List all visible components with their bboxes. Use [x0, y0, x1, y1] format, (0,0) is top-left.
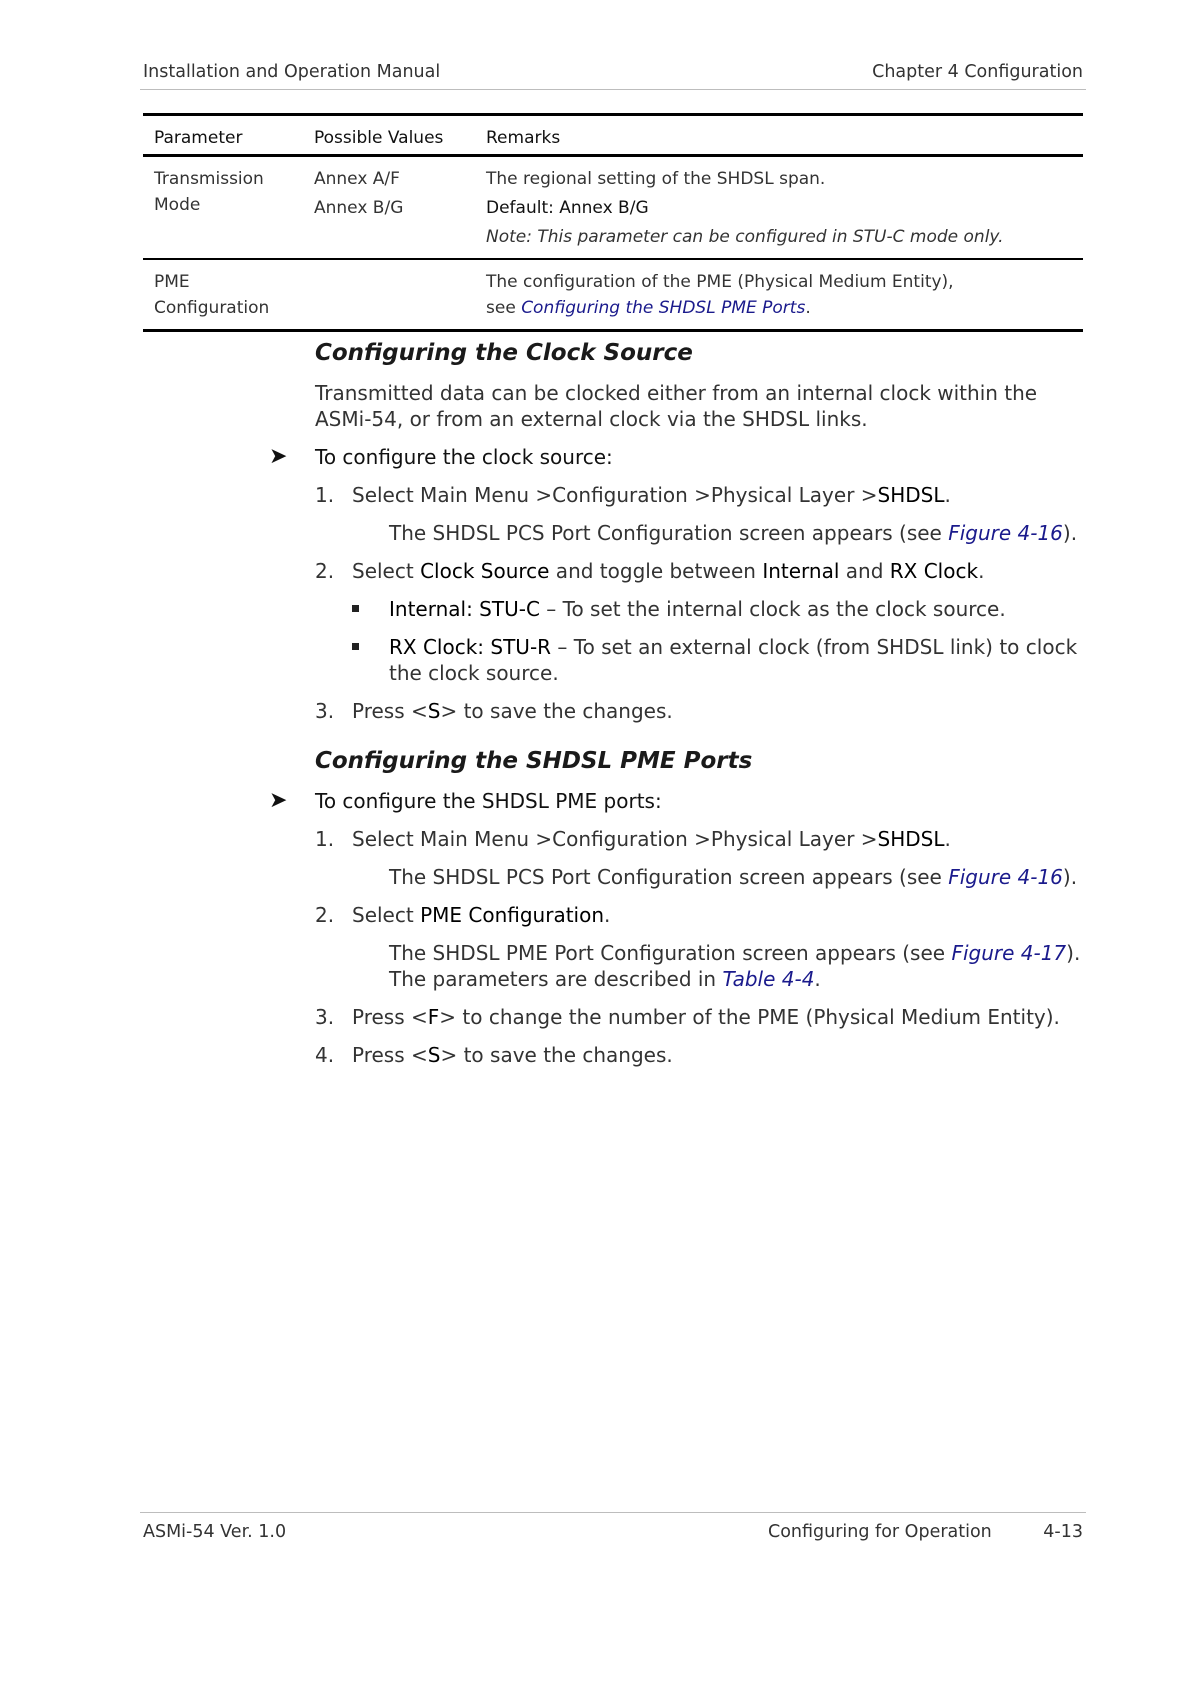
remark-note: Note: This parameter can be configured in STU-C mode only. [486, 227, 1004, 247]
bullet-square-icon [352, 605, 359, 612]
remark-text: The configuration of the PME (Physical Medium Entity), [486, 272, 954, 292]
step-text: Select Main Menu >Configuration >Physical Layer > [352, 483, 878, 507]
menu-item-shdsl: SHDSL [877, 483, 945, 507]
header-title: Installation and Operation Manual [143, 62, 441, 82]
step-item [315, 558, 1095, 584]
period: . [944, 827, 951, 851]
result-text: The SHDSL PCS Port Configuration screen appears (see [389, 865, 949, 889]
header-rule [140, 89, 1086, 90]
section-title-pme-ports: Configuring the SHDSL PME Ports [315, 748, 753, 774]
step-number: 2. [315, 903, 335, 927]
main-content [269, 340, 1095, 1080]
field-pme-configuration: PME Configuration [420, 903, 605, 927]
step-text: Select Main Menu >Configuration >Physical Layer > [352, 827, 878, 851]
step-result [315, 864, 1095, 890]
parameter-table [143, 113, 1083, 332]
step-text: Select [352, 903, 421, 927]
step-number: 3. [315, 699, 335, 723]
result-text: ). The parameters are described in [389, 941, 1081, 991]
result-text: The SHDSL PME Port Configuration screen appears (see [389, 941, 952, 965]
step-text: Press < [352, 1005, 428, 1029]
step-item [315, 1004, 1095, 1030]
step-item [315, 482, 1095, 508]
period: . [805, 298, 811, 318]
arrow-icon: ➤ [269, 444, 288, 469]
bullet-text: – To set an external clock (from SHDSL link) to clock the clock source. [389, 635, 1078, 685]
bullet-item [315, 634, 1095, 686]
section-title-clock-source: Configuring the Clock Source [315, 340, 693, 366]
step-number: 3. [315, 1005, 335, 1029]
step-number: 2. [315, 559, 335, 583]
step-text: and toggle between [549, 559, 763, 583]
key-name: S [427, 699, 441, 723]
step-text: and [839, 559, 890, 583]
param-cell: Transmission Mode [154, 169, 264, 215]
default-value: Default: Annex B/G [486, 198, 649, 218]
step-result [315, 940, 1095, 992]
step-text: Press < [352, 699, 428, 723]
period: . [604, 903, 611, 927]
procedure-heading [269, 788, 1095, 814]
see-text: see [486, 298, 522, 318]
step-number: 1. [315, 827, 335, 851]
figure-link[interactable]: Figure 4-16 [948, 865, 1063, 889]
result-text: The SHDSL PCS Port Configuration screen appears (see [389, 521, 949, 545]
bullet-term: Internal: STU-C [389, 597, 540, 621]
step-item [315, 902, 1095, 928]
value-option: Annex A/F [314, 169, 400, 189]
procedure-heading [269, 444, 1095, 470]
table-header-row [143, 115, 1083, 156]
bullet-text: – To set the internal clock as the clock source. [539, 597, 1006, 621]
page-number: 4-13 [1043, 1522, 1083, 1542]
remarks-cell [475, 259, 1083, 331]
result-end: . [814, 967, 821, 991]
procedure-label: To configure the clock source: [315, 445, 613, 469]
key-name: F [427, 1005, 440, 1029]
footer-rule [140, 1512, 1086, 1513]
step-result [315, 520, 1095, 546]
pme-ports-link[interactable]: Configuring the SHDSL PME Ports [521, 298, 806, 318]
option-internal: Internal [762, 559, 840, 583]
intro-paragraph: Transmitted data can be clocked either from an internal clock within the ASMi-54, or from an external clock via the SHDSL links. [315, 381, 1038, 431]
period: . [978, 559, 985, 583]
key-name: S [427, 1043, 441, 1067]
procedure-label: To configure the SHDSL PME ports: [315, 789, 662, 813]
figure-link[interactable]: Figure 4-16 [948, 521, 1063, 545]
remarks-cell [475, 156, 1083, 260]
field-clock-source: Clock Source [420, 559, 550, 583]
remark-see [486, 295, 1072, 321]
column-header-values: Possible Values [314, 128, 444, 148]
remark-text: The regional setting of the SHDSL span. [486, 169, 826, 189]
table-row [143, 259, 1083, 331]
result-end: ). [1062, 521, 1078, 545]
bullet-item [315, 596, 1095, 622]
menu-item-shdsl: SHDSL [877, 827, 945, 851]
values-cell [303, 156, 475, 260]
footer-product: ASMi-54 Ver. 1.0 [143, 1522, 287, 1542]
value-option: Annex B/G [314, 198, 404, 218]
step-item [315, 826, 1095, 852]
param-cell [143, 259, 303, 331]
arrow-icon: ➤ [269, 788, 288, 813]
step-item [315, 698, 1095, 724]
step-text: Press < [352, 1043, 428, 1067]
step-number: 1. [315, 483, 335, 507]
step-number: 4. [315, 1043, 335, 1067]
step-text: > to save the changes. [440, 699, 673, 723]
column-header-remarks: Remarks [486, 128, 561, 148]
table-link[interactable]: Table 4-4 [722, 967, 815, 991]
bullet-square-icon [352, 643, 359, 650]
figure-link[interactable]: Figure 4-17 [951, 941, 1067, 965]
result-end: ). [1062, 865, 1078, 889]
footer-section: Configuring for Operation [768, 1522, 992, 1542]
step-text: > to change the number of the PME (Physical Medium Entity). [439, 1005, 1060, 1029]
step-item [315, 1042, 1095, 1068]
option-rx-clock: RX Clock [889, 559, 979, 583]
param-name: PME Configuration [154, 272, 270, 318]
table-row [143, 156, 1083, 260]
step-text: > to save the changes. [440, 1043, 673, 1067]
period: . [944, 483, 951, 507]
header-chapter: Chapter 4 Configuration [872, 62, 1083, 82]
column-header-parameter: Parameter [154, 128, 243, 148]
bullet-term: RX Clock: STU-R [389, 635, 552, 659]
step-text: Select [352, 559, 421, 583]
values-cell [303, 259, 475, 331]
